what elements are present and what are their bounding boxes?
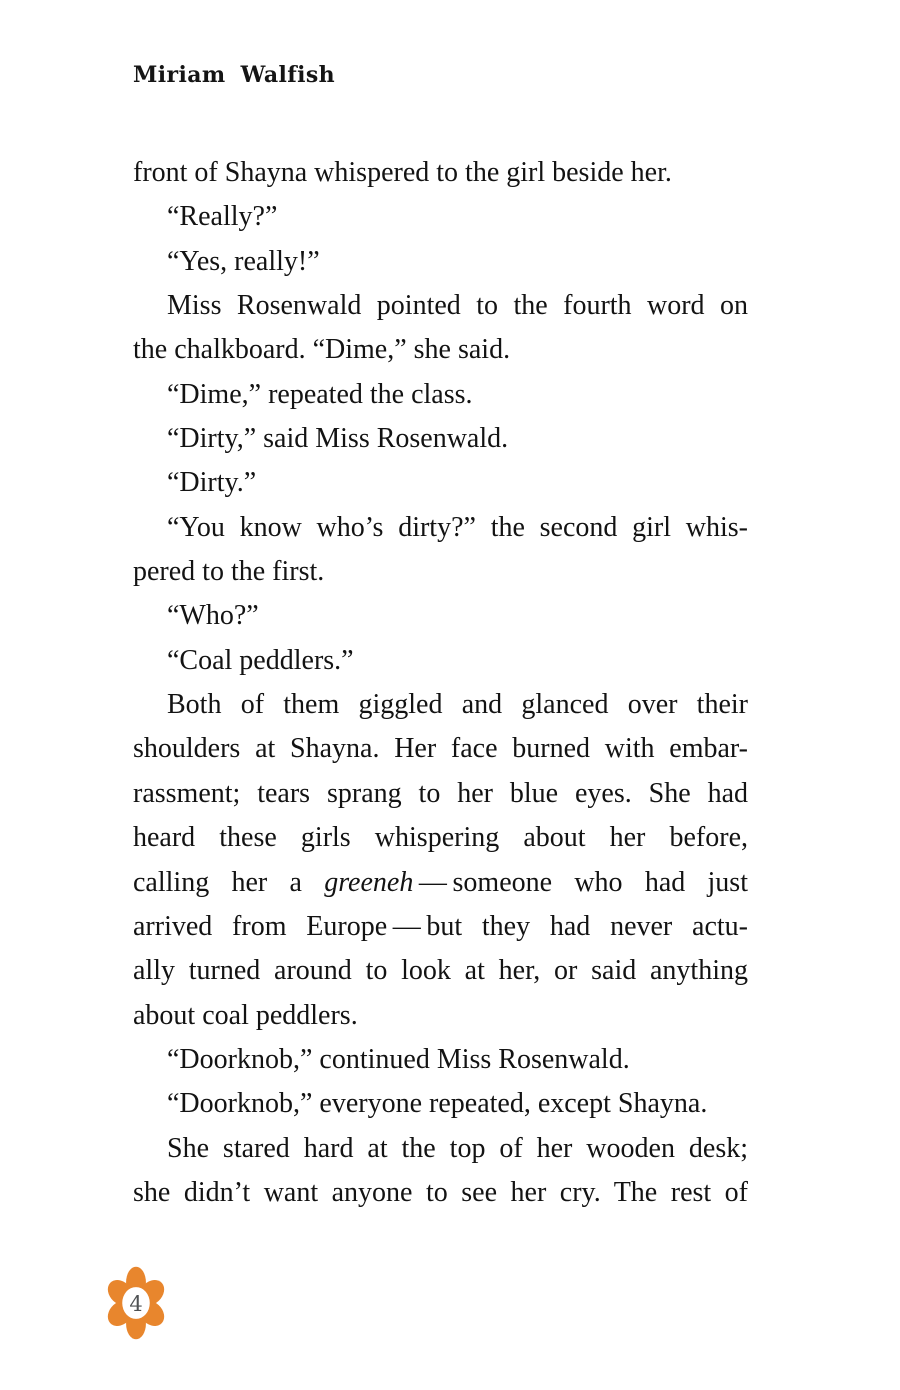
- text-line: “Coal peddlers.”: [167, 644, 354, 676]
- text-segment: calling her a: [133, 866, 325, 898]
- page-number: 4: [129, 1291, 143, 1316]
- page-number-ornament: [104, 1266, 168, 1340]
- text-line: Both of them giggled and glanced over their: [167, 689, 748, 721]
- text-line: “Doorknob,” everyone repeated, except Shayna.: [167, 1088, 708, 1120]
- text-line: arrived from Europe — but they had never actu-: [133, 910, 748, 942]
- text-line: rassment; tears sprang to her blue eyes. She had: [133, 777, 748, 809]
- text-line: “Dirty,” said Miss Rosenwald.: [167, 423, 509, 455]
- text-line: “Dirty.”: [167, 467, 257, 499]
- text-line: ally turned around to look at her, or said anything: [133, 955, 748, 987]
- text-line: shoulders at Shayna. Her face burned with embar-: [133, 733, 748, 765]
- text-line: She stared hard at the top of her wooden desk;: [167, 1132, 748, 1164]
- text-line: front of Shayna whispered to the girl beside her.: [133, 157, 672, 188]
- text-line: Miss Rosenwald pointed to the fourth word on: [167, 290, 748, 322]
- text-line: pered to the first.: [133, 556, 325, 588]
- text-line: “Dime,” repeated the class.: [167, 378, 473, 410]
- italic-word: greeneh: [324, 866, 414, 898]
- text-line: she didn’t want anyone to see her cry. The rest of: [133, 1176, 748, 1208]
- author-header: Miriam Walfish: [133, 62, 336, 88]
- text-line: “You know who’s dirty?” the second girl whis-: [167, 511, 748, 543]
- text-line: “Doorknob,” continued Miss Rosenwald.: [167, 1043, 630, 1075]
- text-segment: — someone who had just: [413, 866, 748, 898]
- text-line: heard these girls whispering about her before,: [133, 822, 748, 854]
- text-line: the chalkboard. “Dime,” she said.: [133, 334, 511, 366]
- text-line: “Who?”: [167, 600, 259, 632]
- text-line: “Really?”: [167, 201, 278, 233]
- text-line-with-italic: [133, 861, 748, 905]
- body-text: [133, 151, 748, 1215]
- text-line: about coal peddlers.: [133, 999, 358, 1031]
- text-line: “Yes, really!”: [167, 245, 320, 277]
